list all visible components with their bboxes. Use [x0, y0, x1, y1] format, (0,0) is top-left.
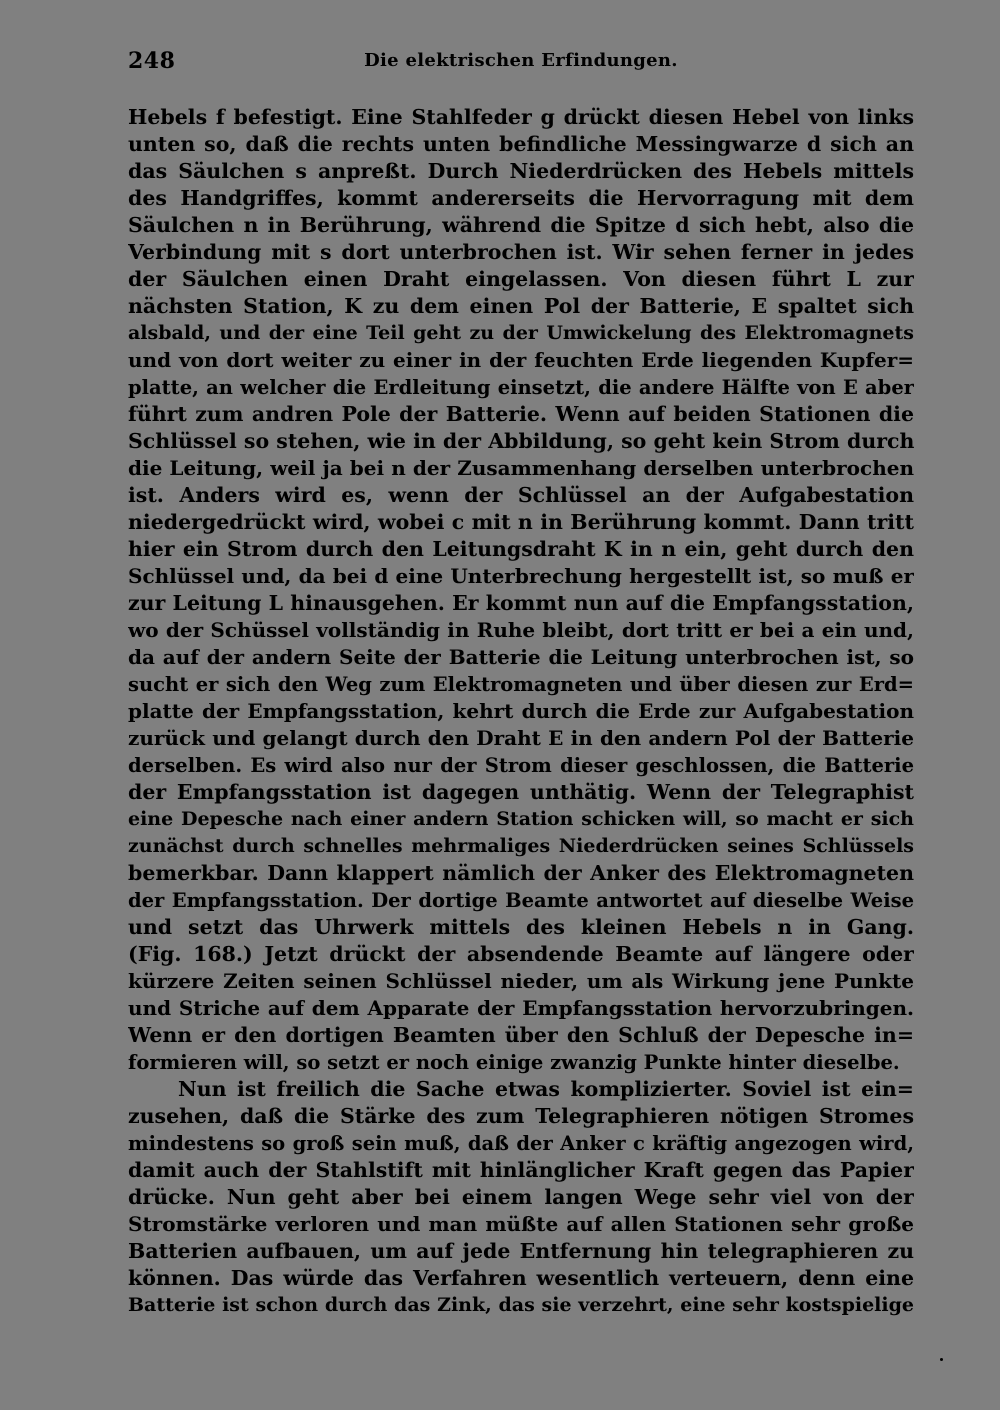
text-line: der Empfangsstation. Der dortige Beamte antwortet auf dieselbe Weise [128, 889, 914, 912]
text-line: Verbindung mit s dort unterbrochen ist. Wir sehen ferner in jedes [128, 240, 914, 264]
text-line: die Leitung, weil ja bei n der Zusammenhang derselben unterbrochen [128, 456, 914, 480]
text-line: niedergedrückt wird, wobei c mit n in Berührung kommt. Dann tritt [128, 510, 914, 534]
text-line: Wenn er den dortigen Beamten über den Schluß der Depesche in= [128, 1023, 914, 1047]
text-line: hier ein Strom durch den Leitungsdraht K in n ein, geht durch den [128, 537, 914, 561]
text-line: platte der Empfangsstation, kehrt durch die Erde zur Aufgabestation [128, 699, 914, 723]
page-number: 248 [128, 48, 176, 74]
text-line: zusehen, daß die Stärke des zum Telegraphieren nötigen Stromes [128, 1104, 914, 1128]
text-line: ist. Anders wird es, wenn der Schlüssel an der Aufgabestation [128, 483, 914, 507]
text-line: alsbald, und der eine Teil geht zu der Umwickelung des Elektromagnets [128, 322, 914, 344]
text-line: zurück und gelangt durch den Draht E in den andern Pol der Batterie [128, 726, 914, 750]
text-line: eine Depesche nach einer andern Station schicken will, so macht er sich [128, 808, 914, 830]
page-header [128, 40, 914, 80]
text-line: Batterien aufbauen, um auf jede Entfernung hin telegraphieren zu [128, 1239, 914, 1263]
text-line: das Säulchen s anpreßt. Durch Niederdrücken des Hebels mittels [128, 159, 914, 183]
text-line: führt zum andren Pole der Batterie. Wenn auf beiden Stationen die [128, 402, 914, 426]
text-line: da auf der andern Seite der Batterie die Leitung unterbrochen ist, so [128, 645, 914, 669]
text-line: Batterie ist schon durch das Zink, das sie verzehrt, eine sehr kostspielige [128, 1294, 914, 1316]
text-line: mindestens so groß sein muß, daß der Anker c kräftig angezogen wird, [128, 1132, 914, 1155]
text-line: wo der Schüssel vollständig in Ruhe bleibt, dort tritt er bei a ein und, [128, 618, 914, 642]
text-line: unten so, daß die rechts unten befindliche Messingwarze d sich an [128, 132, 914, 156]
text-line: Schlüssel und, da bei d eine Unterbrechung hergestellt ist, so muß er [128, 564, 914, 588]
text-line: und Striche auf dem Apparate der Empfangsstation hervorzubringen. [128, 996, 914, 1020]
text-line: sucht er sich den Weg zum Elektromagneten und über diesen zur Erd= [128, 673, 914, 696]
text-line: können. Das würde das Verfahren wesentlich verteuern, denn eine [128, 1266, 914, 1290]
text-line: zur Leitung L hinausgehen. Er kommt nun auf die Empfangsstation, [128, 591, 914, 615]
text-line: der Säulchen einen Draht eingelassen. Von diesen führt L zur [128, 267, 914, 291]
print-speck [940, 1358, 943, 1361]
text-line: zunächst durch schnelles mehrmaliges Niederdrücken seines Schlüssels [128, 835, 914, 857]
text-line: kürzere Zeiten seinen Schlüssel nieder, um als Wirkung jene Punkte [128, 969, 914, 993]
text-line: Schlüssel so stehen, wie in der Abbildung, so geht kein Strom durch [128, 429, 914, 453]
text-line: formieren will, so setzt er noch einige zwanzig Punkte hinter dieselbe. [128, 1051, 900, 1074]
text-line: des Handgriffes, kommt andererseits die Hervorragung mit dem [128, 186, 914, 210]
text-line: Hebels f befestigt. Eine Stahlfeder g drückt diesen Hebel von links [128, 105, 914, 129]
text-line: damit auch der Stahlstift mit hinlänglicher Kraft gegen das Papier [128, 1158, 914, 1182]
text-line: Säulchen n in Berührung, während die Spitze d sich hebt, also die [128, 213, 914, 237]
text-line: bemerkbar. Dann klappert nämlich der Anker des Elektromagneten [128, 861, 914, 885]
text-line: derselben. Es wird also nur der Strom dieser geschlossen, die Batterie [128, 754, 914, 777]
body-text [128, 104, 914, 1319]
text-line: und von dort weiter zu einer in der feuchten Erde liegenden Kupfer= [128, 348, 914, 372]
running-title: Die elektrischen Erfindungen. [364, 50, 678, 71]
text-line: drücke. Nun geht aber bei einem langen Wege sehr viel von der [128, 1185, 914, 1209]
text-line: Stromstärke verloren und man müßte auf allen Stationen sehr große [128, 1212, 914, 1236]
text-line: der Empfangsstation ist dagegen unthätig. Wenn der Telegraphist [128, 780, 914, 804]
text-line: nächsten Station, K zu dem einen Pol der Batterie, E spaltet sich [128, 294, 914, 318]
text-line: platte, an welcher die Erdleitung einsetzt, die andere Hälfte von E aber [128, 376, 914, 399]
text-line: (Fig. 168.) Jetzt drückt der absendende Beamte auf längere oder [128, 942, 914, 966]
book-page [128, 40, 914, 1319]
text-line: und setzt das Uhrwerk mittels des kleinen Hebels n in Gang. [128, 915, 914, 939]
text-line: Nun ist freilich die Sache etwas komplizierter. Soviel ist ein= [178, 1077, 914, 1101]
